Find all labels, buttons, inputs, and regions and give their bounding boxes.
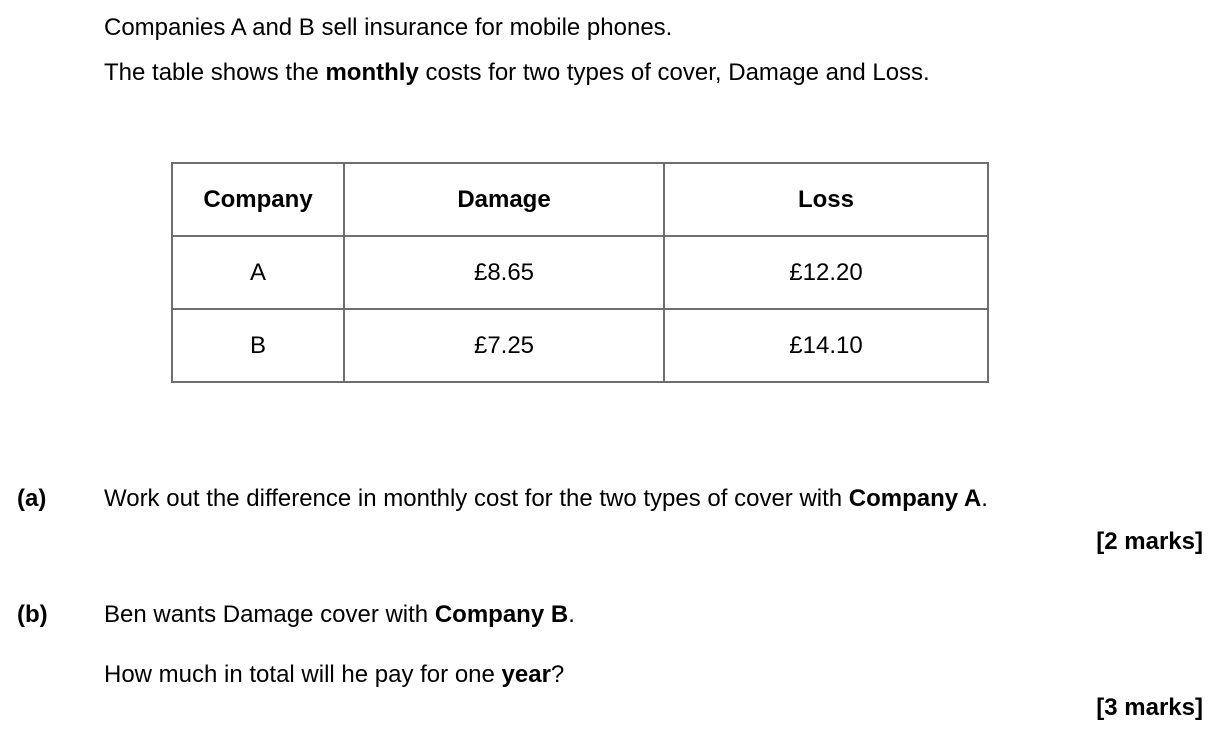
intro-line-1-text: Companies A and B sell insurance for mobile phones. <box>104 14 673 41</box>
header-loss: Loss <box>664 163 988 236</box>
question-b-line-1-suffix: . <box>568 601 575 628</box>
question-a-bold: Company A <box>848 485 982 512</box>
cell-loss-a: £12.20 <box>664 236 988 309</box>
insurance-cost-table <box>171 162 989 383</box>
question-a-suffix: . <box>981 485 988 512</box>
question-b-marks: [3 marks] <box>1096 694 1203 721</box>
question-b-line-2 <box>104 661 564 689</box>
header-company: Company <box>172 163 344 236</box>
question-b-line-2-bold: year <box>501 661 551 688</box>
cell-damage-b: £7.25 <box>344 309 664 382</box>
table-row <box>172 309 988 382</box>
question-a-prefix: Work out the difference in monthly cost for the two types of cover with <box>104 485 849 512</box>
question-b-line-1-prefix: Ben wants Damage cover with <box>104 601 435 628</box>
question-b-line-2-suffix: ? <box>550 661 565 688</box>
question-b-line-1-bold: Company B <box>434 601 569 628</box>
intro-line-2-bold: monthly <box>325 59 419 86</box>
question-a-text <box>104 485 988 513</box>
intro-line-2-prefix: The table shows the <box>104 59 326 86</box>
cell-company-b: B <box>172 309 344 382</box>
cell-loss-b: £14.10 <box>664 309 988 382</box>
table-row <box>172 236 988 309</box>
intro-line-2 <box>104 59 930 87</box>
question-a-label: (a) <box>17 485 47 512</box>
cell-damage-a: £8.65 <box>344 236 664 309</box>
question-b-label: (b) <box>17 601 48 628</box>
intro-line-1 <box>104 14 672 42</box>
question-a-marks: [2 marks] <box>1096 528 1203 555</box>
question-b-line-2-prefix: How much in total will he pay for one <box>104 661 502 688</box>
intro-line-2-suffix: costs for two types of cover, Damage and Loss. <box>418 59 930 86</box>
question-b-line-1 <box>104 601 575 629</box>
cell-company-a: A <box>172 236 344 309</box>
table-header-row <box>172 163 988 236</box>
header-damage: Damage <box>344 163 664 236</box>
